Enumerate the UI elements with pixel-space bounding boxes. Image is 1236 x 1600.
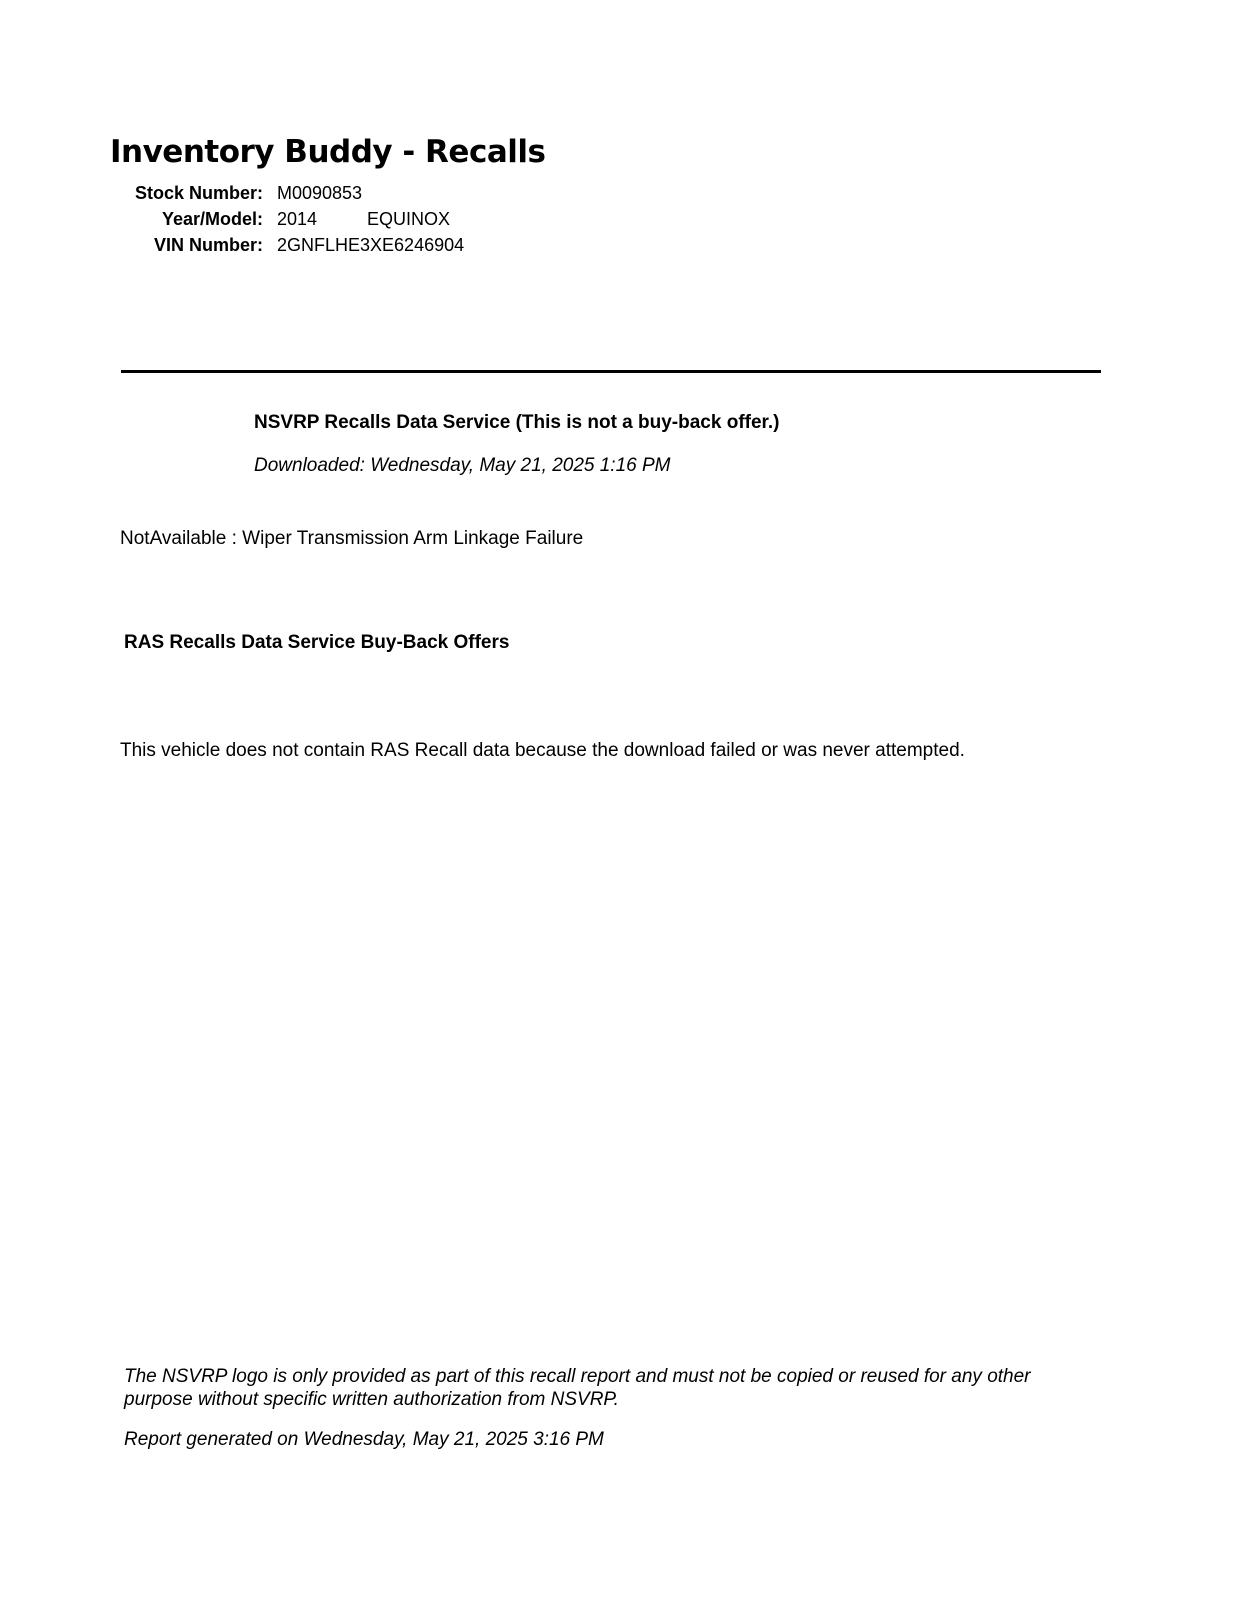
section-divider: [121, 370, 1101, 373]
ras-heading: RAS Recalls Data Service Buy-Back Offers: [124, 632, 510, 653]
recall-item: NotAvailable : Wiper Transmission Arm Linkage Failure: [120, 528, 584, 549]
stock-number-row: [110, 180, 464, 206]
report-title: Inventory Buddy - Recalls: [110, 134, 546, 170]
stock-number-label: Stock Number:: [134, 183, 263, 203]
stock-number-value: M0090853: [277, 183, 363, 203]
vin-number-label: VIN Number:: [153, 235, 263, 255]
vin-number-value: 2GNFLHE3XE6246904: [277, 235, 465, 255]
report-generated-timestamp: Report generated on Wednesday, May 21, 2025 3:16 PM: [124, 1429, 604, 1450]
logo-disclaimer: The NSVRP logo is only provided as part of this recall report and must not be copied or reused for any other purpose without specific written authorization from NSVRP.: [124, 1366, 1031, 1410]
nsvrp-heading: NSVRP Recalls Data Service (This is not a buy-back offer.): [254, 412, 780, 433]
year-model-label: Year/Model:: [161, 209, 263, 229]
nsvrp-downloaded-timestamp: Downloaded: Wednesday, May 21, 2025 1:16 PM: [254, 455, 671, 476]
model-value: EQUINOX: [367, 209, 451, 229]
ras-message: This vehicle does not contain RAS Recall data because the download failed or was never attempted.: [120, 740, 965, 761]
vehicle-info: [110, 180, 464, 258]
year-value: 2014: [277, 209, 318, 229]
vin-number-row: [110, 232, 464, 258]
year-model-row: [110, 206, 464, 232]
